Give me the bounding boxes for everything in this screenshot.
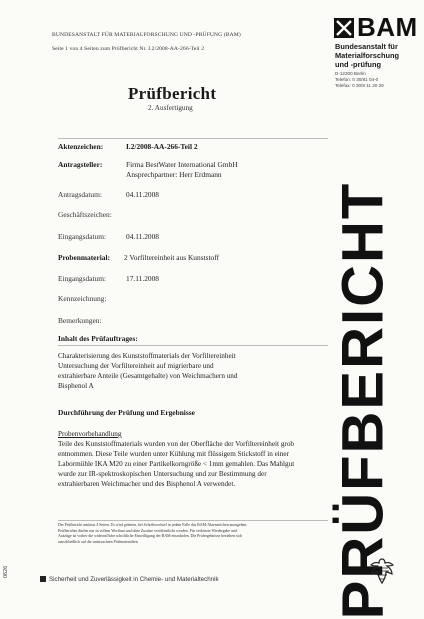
durchfuehrung-line-4: wurde zur IR-spektroskopischen Untersuchung und zur Bestimmung der	[58, 470, 267, 478]
bam-emblem-icon	[334, 18, 354, 38]
probenmaterial-value: 2 Vorfiltereinheit aus Kunststoff	[124, 253, 220, 262]
inhalt-line-2: Untersuchung der Vorfiltereinheit auf migrierbare und	[58, 362, 214, 370]
eingangsdatum-value-2: 17.11.2008	[126, 274, 159, 283]
bam-fax: Telefax: 0 30/8 11 20 29	[335, 83, 384, 88]
footer-note-2: Prüfberichte dürfen nur in vollem Wortlaut und ohne Zusätze veröffentlicht werden. Für verkürzte Wiedergabe und	[58, 528, 237, 533]
institution-line: BUNDESANSTALT FÜR MATERIALFORSCHUNG UND -PRÜFUNG (BAM)	[52, 32, 241, 38]
antragsdatum-value: 04.11.2008	[126, 190, 159, 199]
kennzeichnung-label: Kennzeichnung:	[58, 294, 107, 303]
antragsteller-value-2: Ansprechpartner: Herr Erdmann	[126, 170, 222, 179]
copy-number: 2. Ausfertigung	[148, 104, 193, 112]
page-title: Prüfbericht	[128, 84, 217, 103]
geschaeftszeichen-label: Geschäftszeichen:	[58, 210, 112, 219]
footer-note-1: Der Prüfbericht umfasst 4 Seiten. Es wird gebeten, bei Schriftwechsel in jedem Falle das BAM-Aktenzeichen anzugeben.	[58, 523, 248, 527]
aktenzeichen-value: I.2/2008-AA-266-Teil 2	[126, 142, 198, 151]
page-reference-line: Seite 1 von 4 Seiten zum Prüfbericht Nr. I.2/2008-AA-266-Teil 2	[52, 46, 205, 52]
tagline-mark-icon	[40, 576, 46, 582]
durchfuehrung-line-3: Labormühle IKA M20 zu einer Partikelkorngröße < 1mm gemahlen. Das Mahlgut	[58, 460, 295, 468]
bam-name-line-1: Bundesanstalt für	[335, 42, 398, 51]
antragsteller-value-1: Firma BestWater International GmbH	[126, 160, 238, 169]
footer-tagline	[40, 576, 219, 583]
bam-name-line-2: Materialforschung	[335, 51, 400, 60]
federal-eagle-icon	[368, 556, 396, 586]
footer-note-3: Auszüge ist vorher die widerrufliche schriftliche Einwilligung der BAM einzuholen. Die Prüfergebnisse beziehen sich	[58, 534, 243, 539]
durchfuehrung-heading: Durchführung der Prüfung und Ergebnisse	[58, 408, 195, 417]
footer-note-4: ausschließlich auf die untersuchten Prüfmaterialien	[58, 539, 138, 544]
durchfuehrung-line-5: extrahierbaren Weichmacher und des Bisphenol A verwendet.	[58, 480, 236, 488]
inhalt-heading: Inhalt des Prüfauftrages:	[58, 334, 138, 343]
bemerkungen-label: Bemerkungen:	[58, 316, 102, 325]
tagline-text: Sicherheit und Zuverlässigkeit in Chemie- und Materialtechnik	[49, 576, 219, 583]
probenmaterial-label: Probenmaterial:	[58, 253, 110, 262]
inhalt-line-3: extrahierbare Anteile (Gesamtgehalte) von Weichmachern und	[58, 372, 238, 380]
bam-phone: Telefon: 0 30/81 04-0	[335, 77, 379, 82]
side-code: 0626	[3, 565, 9, 578]
probenvorbehandlung-subheading: Probenvorbehandlung	[58, 430, 122, 438]
inhalt-line-4: Bisphenol A	[58, 382, 94, 390]
inhalt-line-1: Charakterisierung des Kunststoffmaterials der Vorfiltereinheit	[58, 352, 236, 360]
bam-name-line-3: und -prüfung	[335, 60, 381, 69]
antragsteller-label: Antragsteller:	[58, 160, 103, 169]
eingangsdatum-value-1: 04.11.2008	[126, 232, 159, 241]
bam-logo	[334, 12, 424, 92]
eingangsdatum-label-1: Eingangsdatum:	[58, 232, 107, 241]
aktenzeichen-label: Aktenzeichen:	[58, 142, 104, 151]
durchfuehrung-line-2: entnommen. Diese Teile wurden unter Kühlung mit flüssigem Stickstoff in einer	[58, 450, 289, 458]
pruefbericht-stamp	[326, 181, 400, 619]
antragsdatum-label: Antragsdatum:	[58, 190, 102, 199]
bam-wordmark: BAM	[357, 12, 418, 42]
durchfuehrung-line-1: Teile des Kunststoffmaterials wurden von der Oberfläche der Vorfiltereinheit grob	[58, 440, 295, 448]
bam-address: D-12200 Berlin	[335, 71, 366, 76]
pruefbericht-stamp-text: PRÜFBERICHT	[330, 181, 396, 619]
eingangsdatum-label-2: Eingangsdatum:	[58, 274, 107, 283]
footer-notes	[58, 523, 247, 545]
